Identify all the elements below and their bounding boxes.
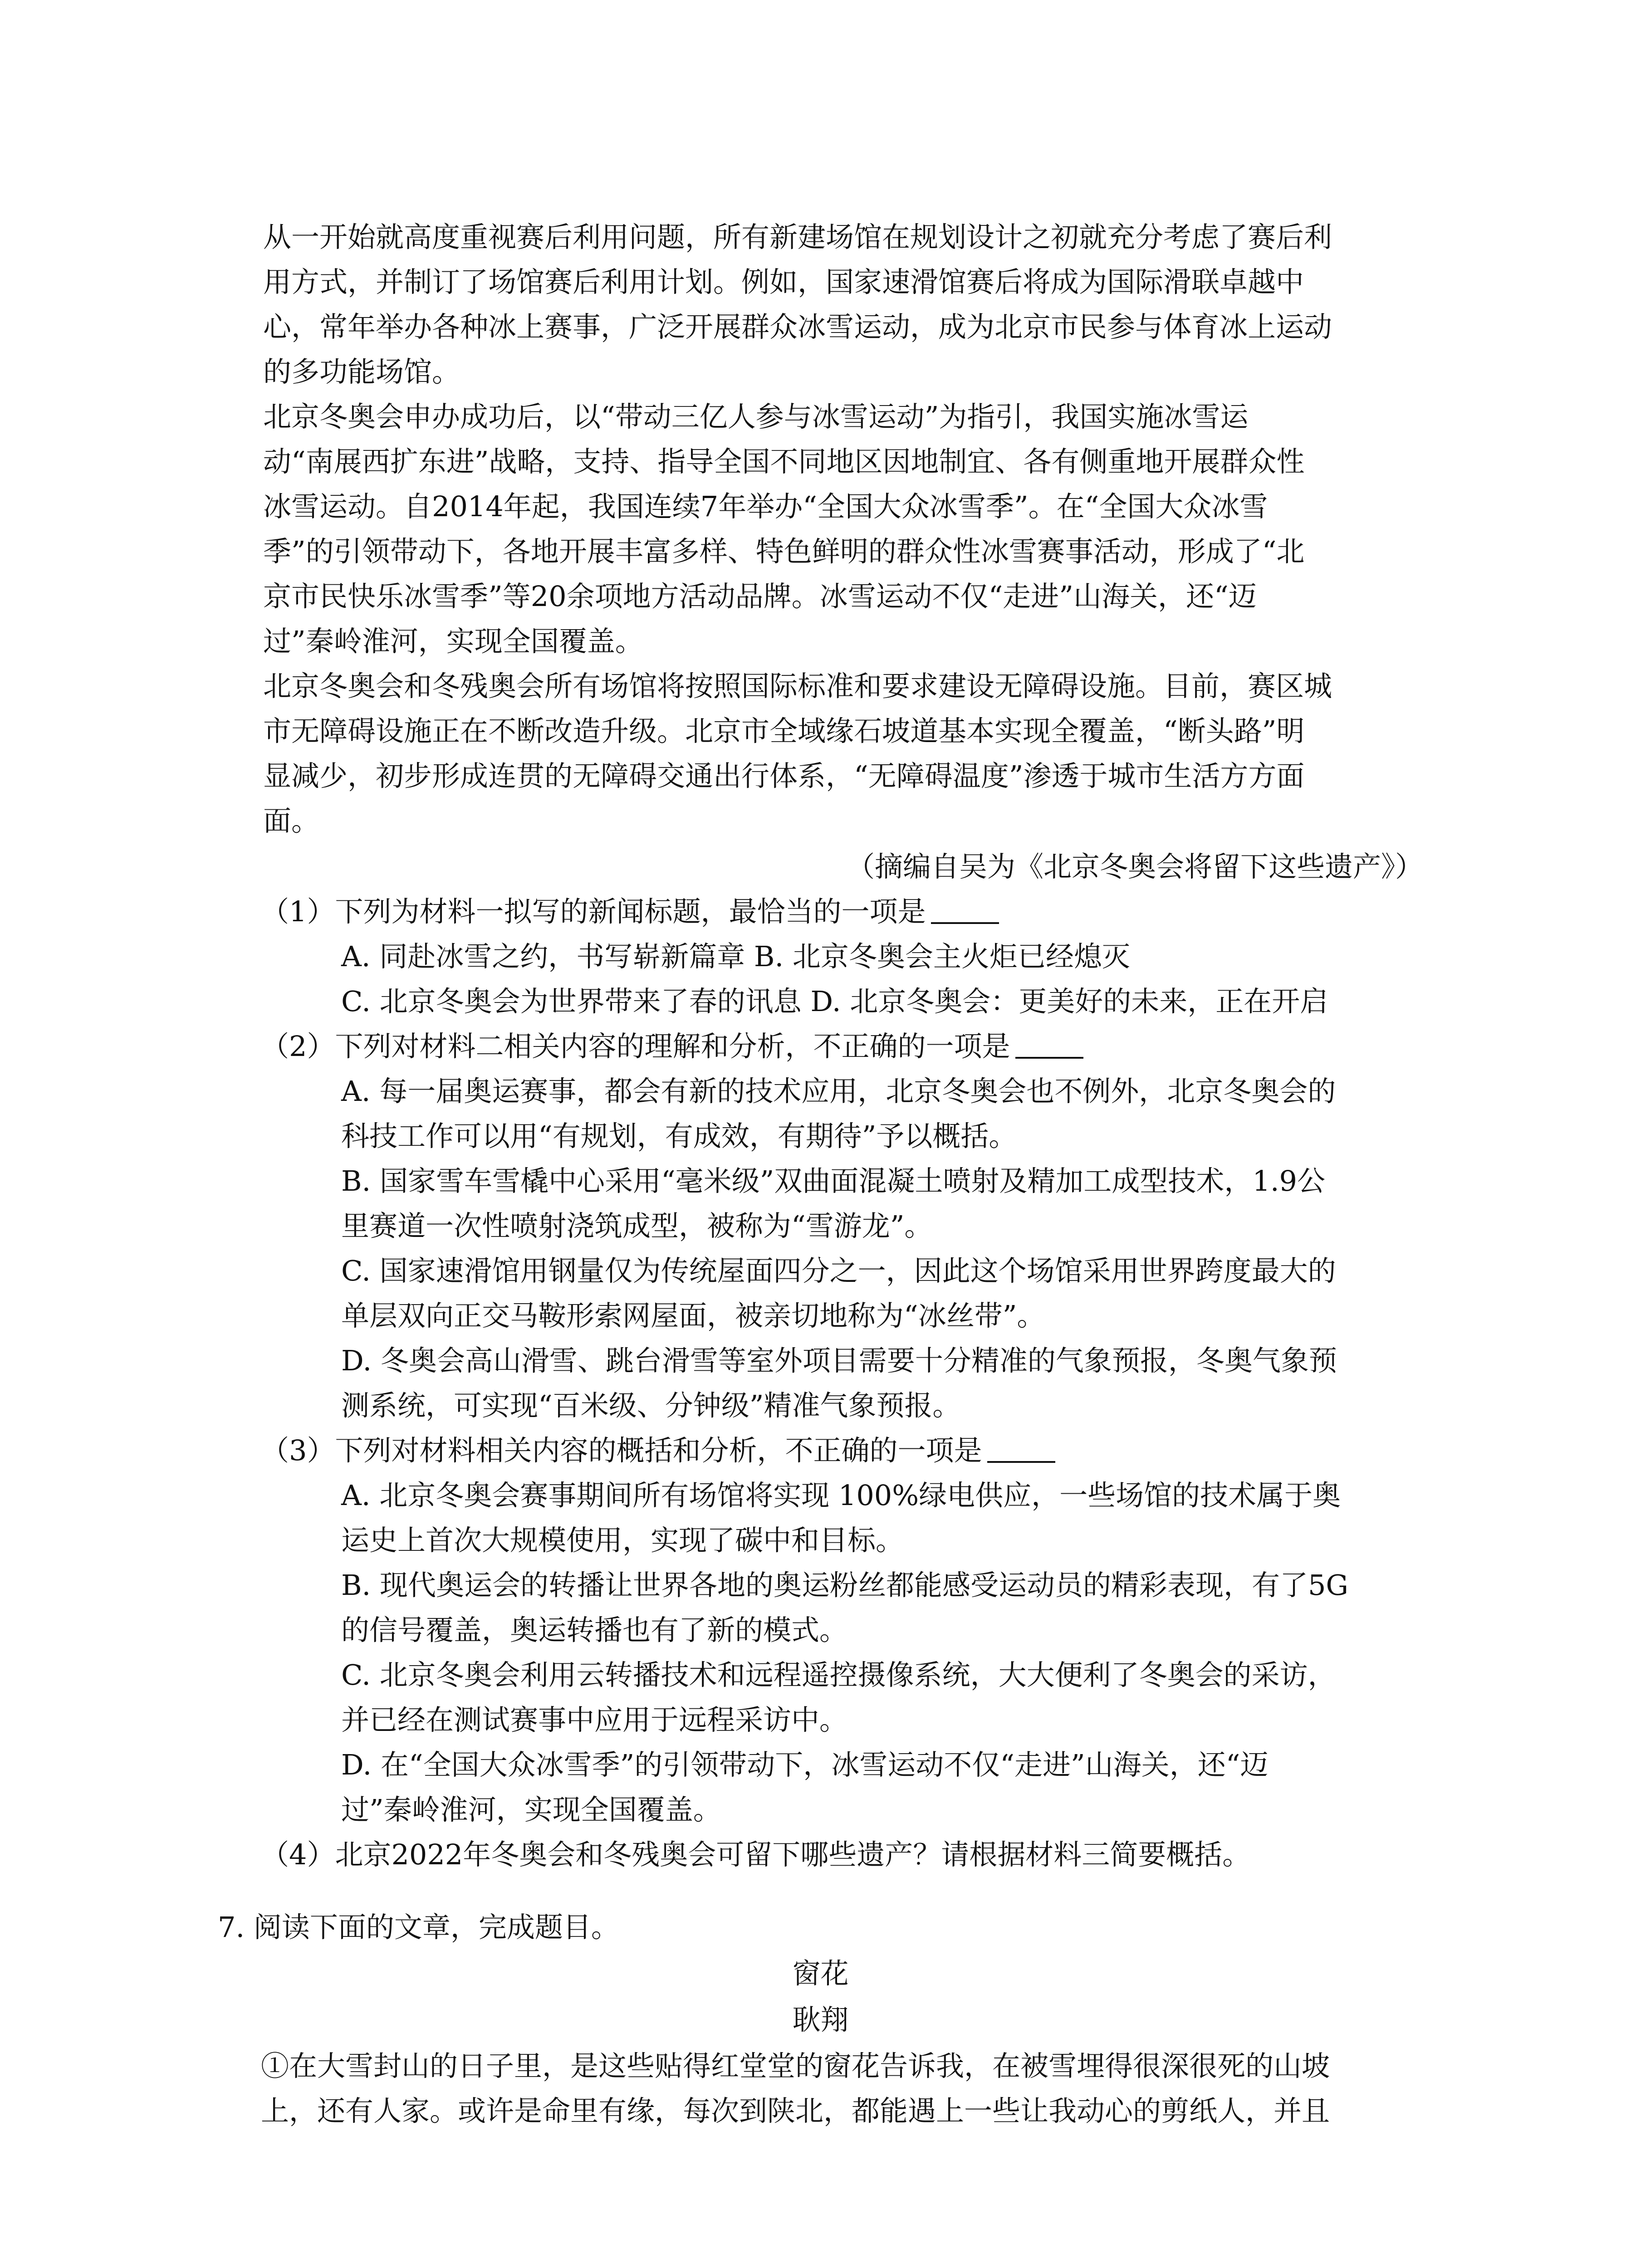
question-2-option-line: D. 冬奥会高山滑雪、跳台滑雪等室外项目需要十分精准的气象预报，冬奥气象预: [341, 1344, 1337, 1377]
material-line: 北京冬奥会申办成功后，以“带动三亿人参与冰雪运动”为指引，我国实施冰雪运: [263, 400, 1249, 433]
question-3-stem: （3）下列对材料相关内容的概括和分析，不正确的一项是: [261, 1437, 1055, 1465]
question-3-option-line: 的信号覆盖，奥运转播也有了新的模式。: [341, 1613, 848, 1647]
material-line: 显减少，初步形成连贯的无障碍交通出行体系，“无障碍温度”渗透于城市生活方方面: [263, 759, 1305, 792]
question-3-option-line: 运史上首次大规模使用，实现了碳中和目标。: [341, 1524, 904, 1557]
material-line: 市无障碍设施正在不断改造升级。北京市全域缘石坡道基本实现全覆盖，“断头路”明: [263, 714, 1305, 748]
material-line: 动“南展西扩东进”战略，支持、指导全国不同地区因地制宜、各有侧重地开展群众性: [263, 445, 1305, 478]
article-paragraph-line: ①在大雪封山的日子里，是这些贴得红堂堂的窗花告诉我，在被雪埋得很深很死的山坡: [261, 2049, 1330, 2082]
material-line: 心，常年举办各种冰上赛事，广泛开展群众冰雪运动，成为北京市民参与体育冰上运动: [263, 310, 1332, 343]
material-line: 从一开始就高度重视赛后利用问题，所有新建场馆在规划设计之初就充分考虑了赛后利: [263, 220, 1332, 254]
material-line: 季”的引领带动下，各地开展丰富多样、特色鲜明的群众性冰雪赛事活动，形成了“北: [263, 535, 1305, 568]
question-2-option-line: C. 国家速滑馆用钢量仅为传统屋面四分之一，因此这个场馆采用世界跨度最大的: [341, 1254, 1336, 1287]
question-2-option-line: B. 国家雪车雪橇中心采用“毫米级”双曲面混凝土喷射及精加工成型技术，1.9公: [341, 1164, 1325, 1198]
answer-blank[interactable]: [987, 1438, 1055, 1463]
question-3-option-line: 过”秦岭淮河，实现全国覆盖。: [341, 1793, 721, 1826]
question-3-option-line: C. 北京冬奥会利用云转播技术和远程遥控摄像系统，大大便利了冬奥会的采访，: [341, 1658, 1336, 1691]
source-note: （摘编自吴为《北京冬奥会将留下这些遗产》）: [846, 850, 1423, 883]
answer-blank[interactable]: [931, 899, 999, 924]
question-3-option-line: A. 北京冬奥会赛事期间所有场馆将实现 100%绿电供应，一些场馆的技术属于奥: [341, 1479, 1341, 1512]
question-1-options-cd: C. 北京冬奥会为世界带来了春的讯息 D. 北京冬奥会：更美好的未来，正在开启: [341, 985, 1328, 1018]
answer-blank[interactable]: [1015, 1034, 1083, 1059]
material-line: 过”秦岭淮河，实现全国覆盖。: [263, 625, 643, 658]
question-1-stem: （1）下列为材料一拟写的新闻标题，最恰当的一项是: [261, 898, 999, 926]
material-line: 的多功能场馆。: [263, 355, 460, 388]
question-2-option-line: 测系统，可实现“百米级、分钟级”精准气象预报。: [341, 1389, 961, 1422]
question-3-option-line: D. 在“全国大众冰雪季”的引领带动下，冰雪运动不仅“走进”山海关，还“迈: [341, 1748, 1269, 1781]
article-author: 耿翔: [792, 2003, 849, 2036]
question-2-stem: （2）下列对材料二相关内容的理解和分析，不正确的一项是: [261, 1032, 1083, 1061]
question-2-option-line: A. 每一届奥运赛事，都会有新的技术应用，北京冬奥会也不例外，北京冬奥会的: [341, 1075, 1336, 1108]
question-2-option-line: 单层双向正交马鞍形索网屋面，被亲切地称为“冰丝带”。: [341, 1299, 1045, 1332]
material-line: 京市民快乐冰雪季”等20余项地方活动品牌。冰雪运动不仅“走进”山海关，还“迈: [263, 580, 1257, 613]
question-4-stem: （4）北京2022年冬奥会和冬残奥会可留下哪些遗产？请根据材料三简要概括。: [261, 1838, 1251, 1871]
material-line: 北京冬奥会和冬残奥会所有场馆将按照国际标准和要求建设无障碍设施。目前，赛区城: [263, 670, 1332, 703]
material-line: 用方式，并制订了场馆赛后利用计划。例如，国家速滑馆赛后将成为国际滑联卓越中: [263, 265, 1304, 298]
question-3-option-line: 并已经在测试赛事中应用于远程采访中。: [341, 1703, 848, 1736]
question-2-option-line: 里赛道一次性喷射浇筑成型，被称为“雪游龙”。: [341, 1209, 933, 1242]
question-2-option-line: 科技工作可以用“有规划，有成效，有期待”予以概括。: [341, 1119, 1017, 1153]
question-3-option-line: B. 现代奥运会的转播让世界各地的奥运粉丝都能感受运动员的精彩表现，有了5G: [341, 1569, 1348, 1602]
question-7-stem: 7. 阅读下面的文章，完成题目。: [218, 1911, 619, 1944]
material-line: 冰雪运动。自2014年起，我国连续7年举办“全国大众冰雪季”。在“全国大众冰雪: [263, 490, 1268, 523]
material-line: 面。: [263, 804, 320, 837]
question-1-options-ab: A. 同赴冰雪之约，书写崭新篇章 B. 北京冬奥会主火炬已经熄灭: [341, 940, 1130, 973]
article-title: 窗花: [792, 1957, 849, 1990]
article-paragraph-line: 上，还有人家。或许是命里有缘，每次到陕北，都能遇上一些让我动心的剪纸人，并且: [261, 2094, 1330, 2127]
